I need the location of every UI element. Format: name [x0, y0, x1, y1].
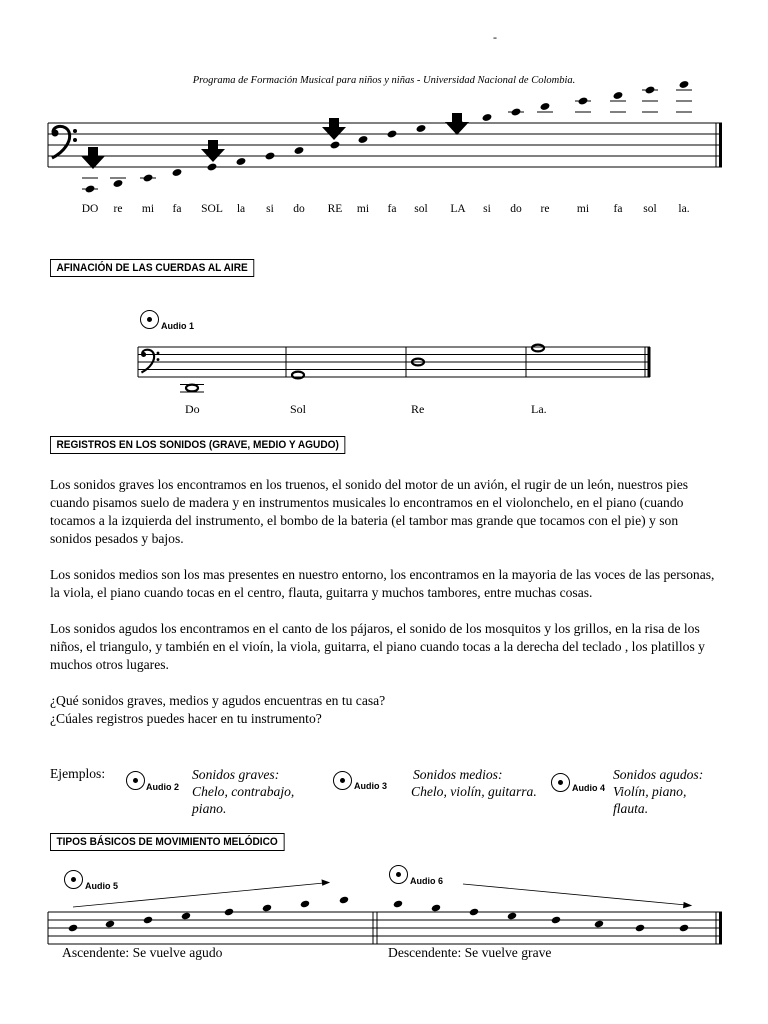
scale-note-label: la. [678, 203, 690, 215]
program-title: Programa de Formación Musical para niños y niñas - Universidad Nacional de Colombia. [192, 75, 576, 86]
scale-note-label: fa [613, 203, 623, 215]
examples-label: Ejemplos: [50, 766, 106, 781]
note-head [469, 908, 479, 917]
scale-note-label: do [510, 203, 522, 215]
note-head [224, 908, 234, 917]
scale-note-label: mi [141, 203, 155, 215]
note-head [613, 91, 624, 100]
note-head [236, 157, 247, 166]
scale-note-label: fa [172, 203, 182, 215]
play-audio-icon[interactable] [551, 773, 570, 792]
note-head [540, 102, 551, 111]
scale-note-label: sol [643, 203, 657, 215]
note-head [635, 924, 645, 933]
note-head [482, 113, 493, 122]
paragraph-graves: Los sonidos graves los encontramos en los truenos, el sonido del motor de un avión, el rugir de un león, nuestros pies cuando pisamos suelo de madera y en instrumentos musicales lo encontramos en el violonchelo, en el piano (cuando tocamos a la izquierda del instrumento, el bombo de la bateria (el tambor mas grande que tocamos con el pie) y son sonidos pesados y bajos. [50, 477, 689, 546]
note-head [679, 80, 690, 89]
scale-note-label: si [483, 203, 491, 215]
note-head [393, 900, 403, 909]
bass-clef-icon [52, 126, 78, 158]
scale-note-label: RE [327, 203, 343, 215]
scale-note-label: do [293, 203, 305, 215]
note-head [679, 924, 689, 933]
scale-note-label: sol [414, 203, 428, 215]
example-agudos: Sonidos agudos: Violín, piano, flauta. [613, 767, 704, 816]
audio-label[interactable]: Audio 5 [85, 881, 118, 891]
note-head [181, 912, 191, 921]
question-2: ¿Cúales registros puedes hacer en tu instrumento? [50, 711, 322, 726]
note-head [300, 900, 310, 909]
scale-note-label: re [540, 203, 550, 215]
arrow-right-icon [322, 880, 329, 885]
tuning-note-label: La. [531, 402, 547, 416]
note-head [68, 924, 78, 933]
play-audio-icon[interactable] [126, 771, 145, 790]
question-1: ¿Qué sonidos graves, medios y agudos encuentras en tu casa? [50, 693, 386, 708]
note-head [551, 916, 561, 925]
audio-label[interactable]: Audio 3 [354, 781, 387, 791]
note-head [339, 896, 349, 905]
play-audio-icon[interactable] [140, 310, 159, 329]
play-audio-icon[interactable] [64, 870, 83, 889]
play-audio-icon[interactable] [389, 865, 408, 884]
scale-note-label: DO [81, 203, 99, 215]
note-head [143, 916, 153, 925]
movement-arrows [73, 880, 691, 908]
tuning-note-label: Sol [290, 402, 307, 416]
scale-note-label: mi [576, 203, 590, 215]
note-head [387, 129, 398, 138]
arrow-down-icon [322, 118, 346, 140]
descending-label: Descendente: Se vuelve grave [388, 945, 552, 960]
example-medios: Sonidos medios: Chelo, violín, guitarra. [411, 767, 537, 799]
note-head [358, 135, 369, 144]
scale-note-label: SOL [201, 203, 223, 215]
note-head [330, 140, 341, 149]
movement-note-heads [68, 896, 689, 933]
scale-note-label: fa [387, 203, 397, 215]
section-title-tuning: AFINACIÓN DE LAS CUERDAS AL AIRE [50, 259, 254, 277]
scale-note-heads [82, 80, 692, 194]
audio-label[interactable]: Audio 1 [161, 321, 194, 331]
tuning-staff [138, 347, 650, 392]
note-head [262, 904, 272, 913]
arrow-down-icon [81, 147, 105, 169]
scale-note-label: re [113, 203, 123, 215]
tuning-whole-notes [186, 345, 544, 392]
note-head [431, 904, 441, 913]
scale-note-label: si [266, 203, 274, 215]
note-head [294, 146, 305, 155]
audio-label[interactable]: Audio 4 [572, 783, 605, 793]
arrow-down-icon [445, 113, 469, 135]
play-audio-icon[interactable] [333, 771, 352, 790]
note-head [265, 151, 276, 160]
arrow-down-icon [201, 140, 225, 162]
scale-arrows [81, 113, 469, 169]
note-head [172, 168, 183, 177]
audio-label[interactable]: Audio 6 [410, 876, 443, 886]
tuning-note-label: Re [411, 402, 425, 416]
scale-staff [48, 123, 722, 167]
note-head [207, 162, 218, 171]
note-head [416, 124, 427, 133]
ascending-label: Ascendente: Se vuelve agudo [62, 945, 223, 960]
note-head [594, 920, 604, 929]
scale-note-label: LA [450, 203, 466, 215]
scale-note-label: la [236, 203, 246, 215]
example-graves: Sonidos graves: Chelo, contrabajo, piano. [192, 767, 295, 816]
registers-text [50, 476, 718, 728]
section-title-movement: TIPOS BÁSICOS DE MOVIMIENTO MELÓDICO [50, 833, 284, 851]
section-title-registers: REGISTROS EN LOS SONIDOS (GRAVE, MEDIO Y AGUDO) [50, 436, 345, 454]
note-head [105, 920, 115, 929]
header-dash: - [493, 30, 497, 44]
note-head [113, 179, 124, 188]
arrow-right-icon [684, 903, 692, 908]
scale-note-label: mi [356, 203, 370, 215]
audio-label[interactable]: Audio 2 [146, 782, 179, 792]
paragraph-medios: Los sonidos medios son los mas presentes en nuestro entorno, los encontramos en la mayoria de las voces de las personas, la viola, el piano cuando tocas en el centro, flauta, guitarra y muchos tambores, entre muchas cosas. [50, 567, 715, 600]
paragraph-agudos: Los sonidos agudos los encontramos en el canto de los pájaros, el sonido de los mosquitos y los grillos, en la risa de los niños, el triangulo, y también en el vioín, la viola, guitarra, el piano cuando tocas a la derecha del teclado , los platillos y muchos otros lugares. [50, 621, 705, 672]
tuning-note-label: Do [185, 402, 200, 416]
note-head [507, 912, 517, 921]
